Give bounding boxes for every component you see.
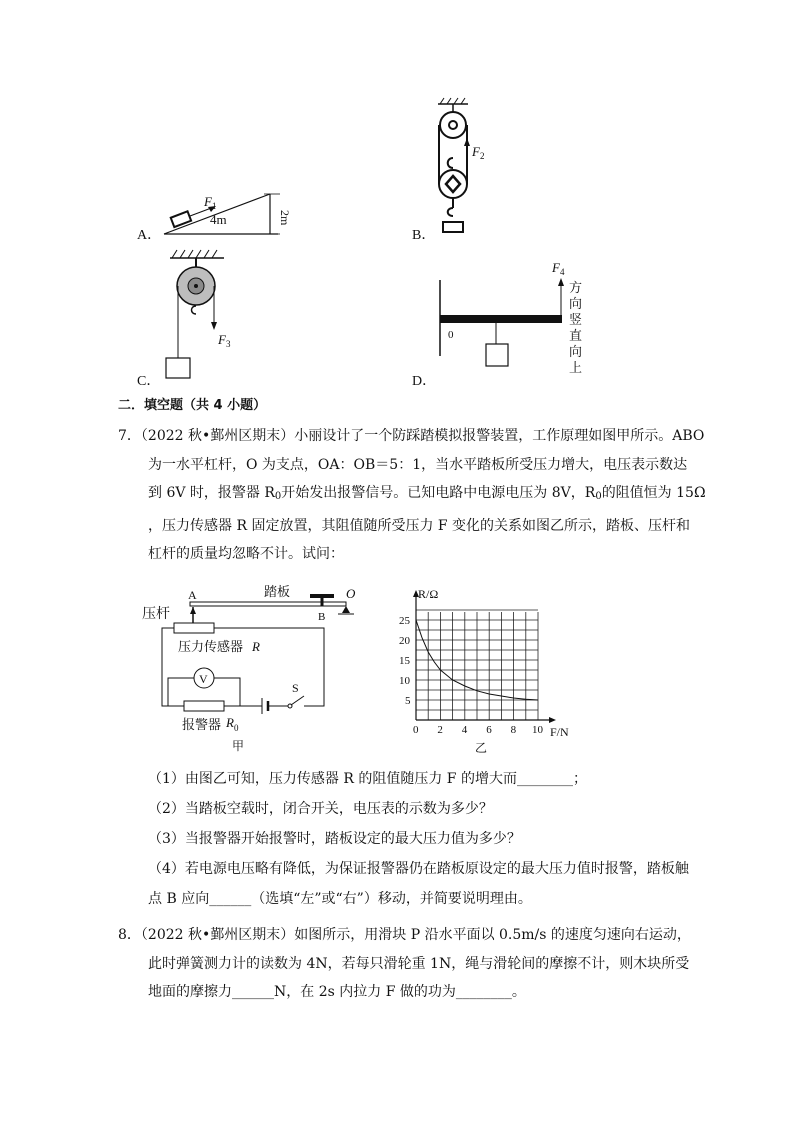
- q7-line-2: 为一水平杠杆，O 为支点，OA：OB＝5：1，当水平踏板所受压力增大，电压表示数达: [148, 456, 688, 473]
- label-a: A: [188, 588, 197, 602]
- q7-sub-3: （3）当报警器开始报警时，踏板设定的最大压力值为多少？: [148, 831, 521, 847]
- q8-line-2: 此时弹簧测力计的读数为 4N，若每只滑轮重 1N，绳与滑轮间的摩擦不计，则木块所受: [148, 955, 690, 972]
- chart-ylabel: R/Ω: [418, 587, 439, 601]
- svg-text:上: 上: [569, 361, 583, 376]
- q7-sub-1: （1）由图乙可知，压力传感器 R 的阻值随压力 F 的增大而________；: [148, 771, 587, 787]
- q7-line-4: ，压力传感器 R 固定放置，其阻值随所受压力 F 变化的关系如图乙所示，踏板、压杆和: [148, 517, 691, 534]
- ceiling-hatch: [172, 250, 217, 258]
- pressure-sensor-r: [174, 623, 214, 633]
- direction-vertical-text: [569, 281, 582, 376]
- svg-text:向: 向: [569, 345, 583, 360]
- alarm-r0: [184, 701, 224, 711]
- label-o: O: [346, 586, 356, 601]
- y-tick-label: 20: [399, 635, 410, 647]
- y-tick-label: 10: [399, 675, 410, 687]
- y-tick-label: 25: [399, 615, 410, 627]
- option-d-letter: D．: [412, 374, 437, 389]
- label-f: F: [218, 332, 226, 347]
- q7-sub-5: 点 B 应向______（选填“左”或“右”）移动，并简要说明理由。: [148, 891, 532, 907]
- label-r0: R: [226, 715, 234, 730]
- label-pivot-0: 0: [448, 329, 454, 341]
- section-title: 二．填空题（共 4 小题）: [118, 398, 267, 413]
- q8-line-1: 8．（2022 秋•鄞州区期末）如图所示，用滑块 P 沿水平面以 0.5m/s 的速度匀速向右运动，: [118, 927, 691, 943]
- x-tick-label: 0: [413, 724, 419, 736]
- svg-text:方: 方: [569, 281, 583, 296]
- r-f-chart: [394, 580, 584, 756]
- label-r0-sub: 0: [234, 723, 239, 733]
- label-jia: 甲: [232, 739, 245, 753]
- question-8: [118, 921, 691, 1007]
- option-c-letter: C．: [137, 374, 161, 389]
- label-v: V: [199, 672, 208, 686]
- label-f: F: [204, 194, 212, 209]
- hook: [448, 158, 453, 168]
- pedal-top: [310, 594, 334, 598]
- x-tick-label: 4: [461, 724, 468, 736]
- lever-bar: [440, 315, 562, 323]
- y-tick-label: 5: [405, 695, 411, 707]
- x-tick-label: 2: [437, 724, 443, 736]
- weight-b: [443, 222, 463, 232]
- x-axis-arrow: [549, 717, 556, 723]
- label-pressure-sensor: 压力传感器: [178, 640, 244, 655]
- incline-figure: [160, 190, 290, 240]
- chart-grid: [416, 610, 538, 720]
- circuit-figure: [138, 580, 378, 754]
- fixed-pulley-figure: [158, 244, 248, 384]
- q8-line-3: 地面的摩擦力______N，在 2s 内拉力 F 做的功为________。: [148, 984, 526, 1000]
- q7-subquestions: [118, 764, 689, 914]
- q7-line-3: 到 6V 时，报警器 $R_0$开始发出报警信号。已知电路中电源电压为 8V，$R_0$的阻值恒为 15Ω: [148, 485, 706, 502]
- q7-sub-2: （2）当踏板空载时，闭合开关，电压表的示数为多少？: [148, 801, 493, 817]
- q7-line-5: 杠杆的质量均忽略不计。试问：: [148, 546, 344, 562]
- label-f4-sub: 4: [560, 267, 565, 277]
- svg-text:直: 直: [569, 329, 583, 344]
- label-s: S: [292, 681, 299, 695]
- label-r: R: [252, 639, 260, 654]
- weight-d: [486, 344, 508, 366]
- lever-figure: [430, 256, 600, 388]
- label-f1-sub: 1: [212, 201, 217, 211]
- label-b: B: [318, 611, 326, 623]
- wire-left: [162, 628, 176, 706]
- y-tick-label: 15: [399, 655, 410, 667]
- pulley-block-figure: [432, 98, 512, 240]
- label-press-rod: 压杆: [142, 606, 170, 622]
- q7-line-1: 7．（2022 秋•鄞州区期末）小丽设计了一个防踩踏模拟报警装置，工作原理如图甲所示。ABO: [118, 428, 705, 444]
- label-f3-sub: 3: [226, 339, 231, 349]
- label-f: F: [472, 144, 480, 159]
- question-7: [118, 422, 706, 569]
- option-a-letter: A．: [137, 228, 162, 243]
- label-f: F: [552, 260, 560, 275]
- label-2m: 2m: [278, 210, 292, 226]
- weight-c: [166, 358, 190, 378]
- chart-title: 乙: [475, 741, 488, 755]
- x-tick-label: 10: [532, 724, 543, 736]
- option-b-letter: B．: [412, 228, 436, 243]
- label-pedal: 踏板: [264, 585, 291, 600]
- label-f2-sub: 2: [480, 151, 485, 161]
- ceiling-hatch: [440, 98, 465, 104]
- svg-text:向: 向: [569, 297, 583, 312]
- label-alarm: 报警器: [182, 718, 222, 733]
- svg-text:竖: 竖: [569, 313, 583, 328]
- pivot-o: [342, 606, 350, 613]
- label-4m: 4m: [210, 212, 227, 227]
- force-f3-arrowhead: [211, 322, 217, 330]
- chart-xlabel: F/N: [550, 725, 569, 739]
- q7-sub-4: （4）若电源电压略有降低，为保证报警器仍在踏板原设定的最大压力值时报警，踏板触: [148, 861, 689, 877]
- x-tick-label: 8: [510, 724, 517, 736]
- x-tick-label: 6: [486, 724, 492, 736]
